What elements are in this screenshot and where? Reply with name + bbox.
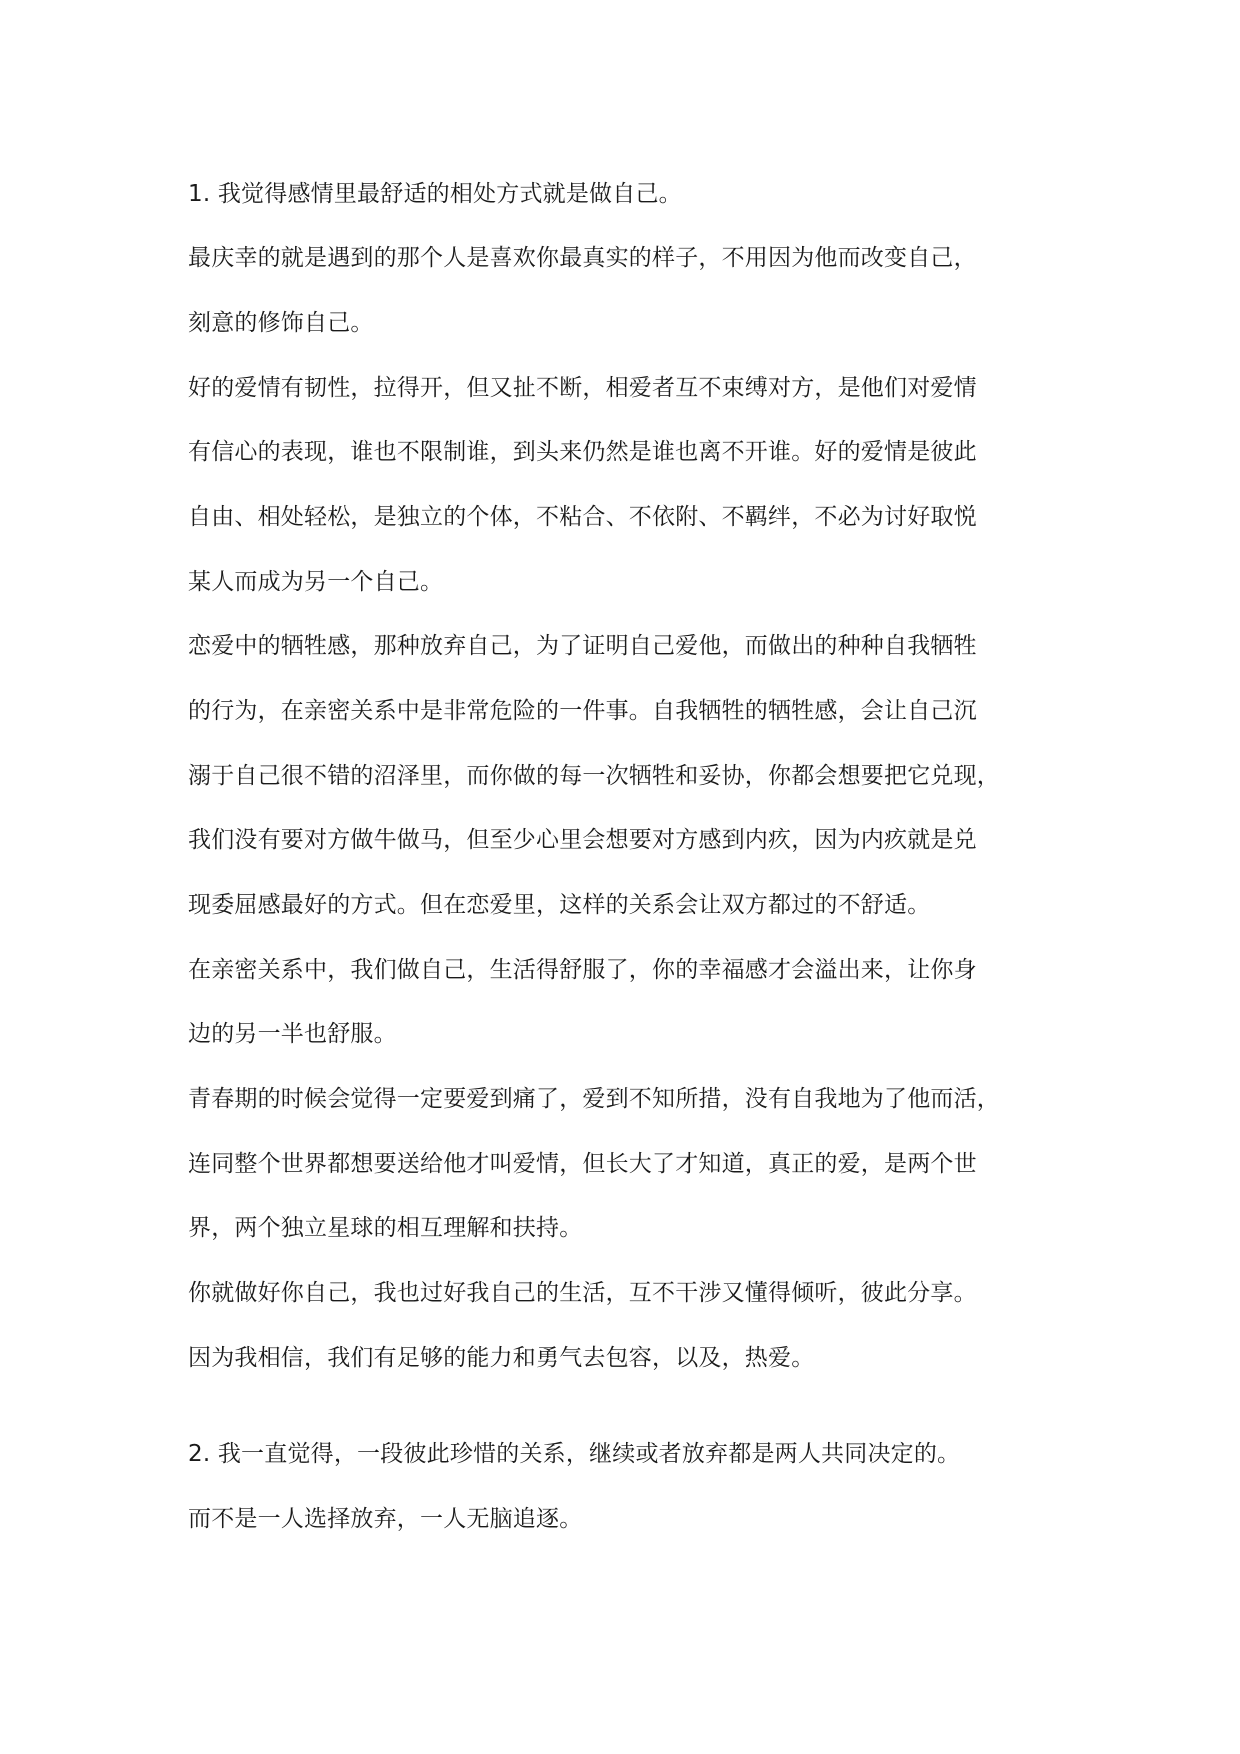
section-2-heading: 2. 我一直觉得，一段彼此珍惜的关系，继续或者放弃都是两人共同决定的。 bbox=[188, 1441, 961, 1467]
text-line: 你就做好你自己，我也过好我自己的生活，互不干涉又懂得倾听，彼此分享。 bbox=[188, 1280, 977, 1306]
text-line: 有信心的表现，谁也不限制谁，到头来仍然是谁也离不开谁。好的爱情是彼此 bbox=[188, 439, 977, 465]
text-line: 最庆幸的就是遇到的那个人是喜欢你最真实的样子，不用因为他而改变自己， bbox=[188, 245, 977, 271]
text-line: 恋爱中的牺牲感，那种放弃自己，为了证明自己爱他，而做出的种种自我牺牲 bbox=[188, 633, 977, 659]
text-line: 界，两个独立星球的相互理解和扶持。 bbox=[188, 1215, 583, 1241]
section-1-heading: 1. 我觉得感情里最舒适的相处方式就是做自己。 bbox=[188, 181, 682, 207]
text-line: 青春期的时候会觉得一定要爱到痛了，爱到不知所措，没有自我地为了他而活， bbox=[188, 1086, 1000, 1112]
text-line: 而不是一人选择放弃，一人无脑追逐。 bbox=[188, 1506, 583, 1532]
text-line: 连同整个世界都想要送给他才叫爱情，但长大了才知道，真正的爱，是两个世 bbox=[188, 1151, 977, 1177]
text-line: 的行为，在亲密关系中是非常危险的一件事。自我牺牲的牺牲感，会让自己沉 bbox=[188, 698, 977, 724]
text-line: 某人而成为另一个自己。 bbox=[188, 569, 444, 595]
text-line: 现委屈感最好的方式。但在恋爱里，这样的关系会让双方都过的不舒适。 bbox=[188, 892, 931, 918]
text-line: 好的爱情有韧性，拉得开，但又扯不断，相爱者互不束缚对方，是他们对爱情 bbox=[188, 375, 977, 401]
text-line: 因为我相信，我们有足够的能力和勇气去包容，以及，热爱。 bbox=[188, 1345, 815, 1371]
text-line: 在亲密关系中，我们做自己，生活得舒服了，你的幸福感才会溢出来，让你身 bbox=[188, 957, 977, 983]
text-line: 溺于自己很不错的沼泽里，而你做的每一次牺牲和妥协，你都会想要把它兑现， bbox=[188, 763, 1000, 789]
text-line: 边的另一半也舒服。 bbox=[188, 1021, 397, 1047]
text-line: 自由、相处轻松，是独立的个体，不粘合、不依附、不羁绊，不必为讨好取悦 bbox=[188, 504, 977, 530]
text-line: 刻意的修饰自己。 bbox=[188, 310, 374, 336]
text-line: 我们没有要对方做牛做马，但至少心里会想要对方感到内疚，因为内疚就是兑 bbox=[188, 827, 977, 853]
